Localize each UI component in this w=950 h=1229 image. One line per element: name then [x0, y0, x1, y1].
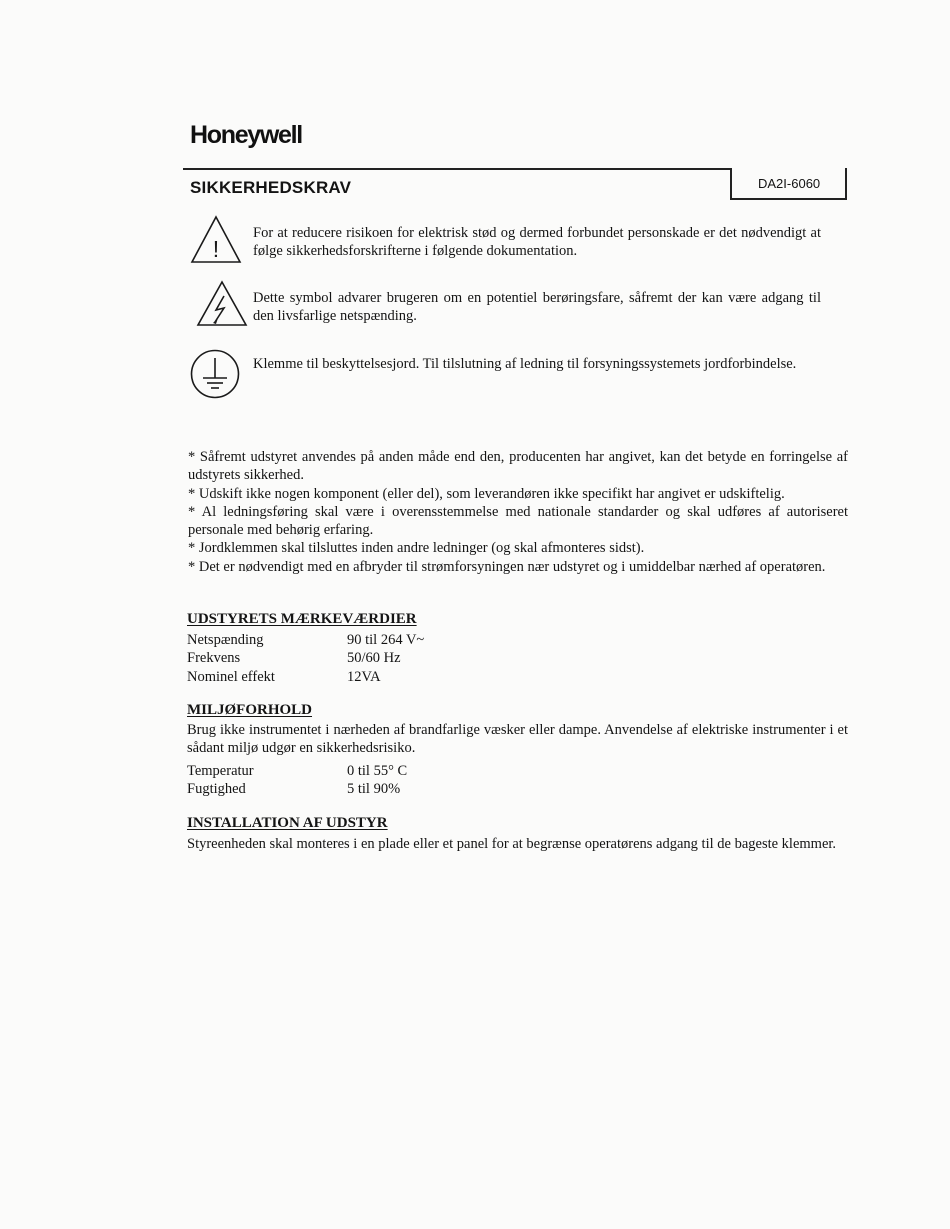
env-label: Temperatur [187, 763, 254, 779]
ratings-heading: UDSTYRETS MÆRKEVÆRDIER [187, 611, 417, 627]
rating-value: 50/60 Hz [347, 650, 401, 667]
table-row [187, 762, 407, 780]
table-row [187, 668, 424, 686]
page-title: SIKKERHEDSKRAV [190, 178, 352, 197]
table-row [187, 649, 424, 667]
env-label: Fugtighed [187, 781, 246, 798]
table-row [187, 631, 424, 649]
environment-text: Brug ikke instrumentet i nærheden af brandfarlige væsker eller dampe. Anvendelse af elektriske instrumenter i et sådant miljø udgør en sikkerhedsrisiko. [187, 722, 848, 757]
brand-logo: Honeywell [190, 121, 302, 149]
rating-label: Frekvens [187, 650, 241, 667]
list-item: * Jordklemmen skal tilsluttes inden andre ledninger (og skal afmonteres sidst). [188, 540, 645, 557]
warning-symbol-text: For at reducere risikoen for elektrisk stød og dermed forbundet personskade er det nødvendigt at følge sikkerhedsforskrifterne i følgende dokumentation. [253, 225, 821, 259]
header-rule [183, 168, 731, 170]
rating-label: Nominel effekt [187, 668, 275, 685]
shock-symbol-text: Dette symbol advarer brugeren om en potentiel berøringsfare, såfremt der kan være adgang til den livsfarlige netspænding. [253, 290, 821, 324]
rating-value: 90 til 264 V~ [347, 632, 425, 648]
list-item: * Såfremt udstyret anvendes på anden måde end den, producenten har angivet, kan det betyde en forringelse af udstyrets sikkerhed. [188, 449, 848, 484]
installation-text: Styreenheden skal monteres i en plade eller et panel for at begrænse operatørens adgang til de bageste klemmer. [187, 836, 837, 852]
environment-heading: MILJØFORHOLD [187, 702, 313, 718]
list-item: * Det er nødvendigt med en afbryder til strømforsyningen nær udstyret og i umiddelbar nærhed af operatøren. [188, 558, 826, 575]
rating-value: 12VA [347, 668, 381, 685]
safety-bullet-list [188, 448, 848, 576]
warning-exclamation-triangle-icon [190, 215, 242, 265]
rating-label: Netspænding [187, 632, 264, 648]
table-row [187, 780, 407, 798]
environment-table [187, 762, 407, 799]
protective-earth-icon [189, 348, 241, 400]
installation-heading: INSTALLATION AF UDSTYR [187, 815, 388, 831]
doc-id: DA2I-6060 [758, 176, 821, 191]
env-value: 0 til 55° C [347, 763, 408, 779]
list-item: * Al ledningsføring skal være i overensstemmelse med nationale standarder og skal udføres af autoriseret personale med behørig erfaring. [188, 503, 848, 539]
svg-text:!: ! [212, 236, 220, 262]
ratings-table [187, 631, 424, 686]
list-item: * Udskift ikke nogen komponent (eller del), som leverandøren ikke specifikt har angivet er udskiftelig. [188, 485, 785, 502]
electric-shock-triangle-icon [196, 280, 248, 328]
earth-symbol-text: Klemme til beskyttelsesjord. Til tilslutning af ledning til forsyningssystemets jordforbindelse. [253, 356, 797, 372]
doc-id-box [730, 168, 847, 200]
env-value: 5 til 90% [347, 781, 401, 798]
